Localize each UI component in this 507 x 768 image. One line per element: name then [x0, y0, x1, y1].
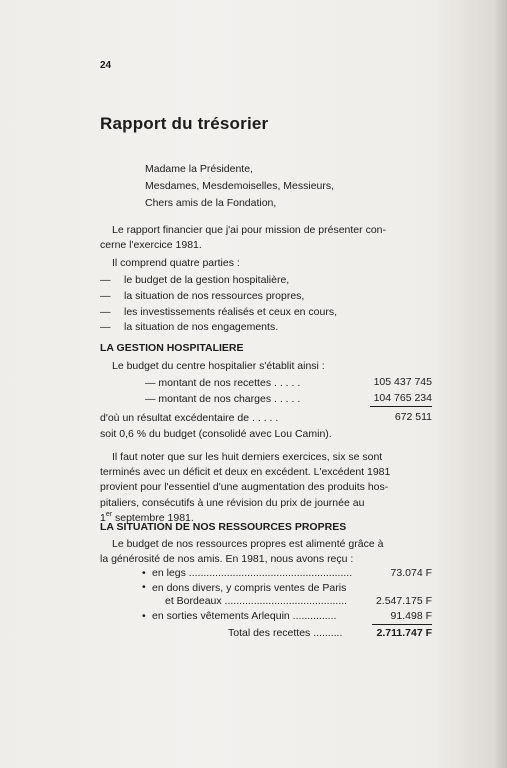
list-item — [100, 305, 337, 320]
item-arlequin-value: 91.498 F — [390, 610, 432, 622]
list-item — [100, 289, 304, 304]
bullet-icon: • — [142, 610, 146, 622]
item-arlequin-label: en sorties vêtements Arlequin ............... — [152, 610, 337, 622]
bullet-icon: • — [142, 581, 146, 593]
ressources-para-2: la générosité de nos amis. En 1981, nous avons reçu : — [100, 553, 354, 565]
item-label: en legs — [152, 567, 186, 579]
para-date-day: 1 — [100, 512, 106, 524]
item-dons-label-2: et Bordeaux .......................................... — [165, 595, 348, 607]
total-label: Total des recettes .......... — [228, 627, 343, 639]
charges-label: — montant de nos charges . . . . . — [145, 393, 301, 405]
list-dash: — — [100, 290, 111, 302]
item-label: et Bordeaux — [165, 595, 222, 607]
list-item-text: la situation de nos engagements. — [124, 321, 279, 333]
bullet-icon: • — [142, 567, 146, 579]
recettes-label: — montant de nos recettes . . . . . — [145, 377, 301, 389]
list-item — [100, 320, 278, 335]
page-edge-shadow — [493, 0, 507, 768]
para-line-1: Il faut noter que sur les huit derniers exercices, six se sont — [112, 451, 383, 463]
arlequin-underline — [372, 624, 432, 625]
item-dons-value: 2.547.175 F — [375, 595, 432, 607]
section-heading-text: LA SITUATION DE NOS RESSOURCES PROPRES — [100, 521, 347, 533]
charges-underline — [370, 406, 432, 407]
parts-intro: Il comprend quatre parties : — [112, 257, 240, 269]
intro-line-2: cerne l'exercice 1981. — [100, 239, 202, 251]
section-heading-ressources — [100, 521, 346, 533]
result-value: 672 511 — [394, 411, 432, 423]
greeting-line-2: Mesdames, Mesdemoiselles, Messieurs, — [145, 180, 335, 192]
result-note: soit 0,6 % du budget (consolidé avec Lou Camin). — [100, 428, 332, 440]
intro-line-1: Le rapport financier que j'ai pour mission de présenter con- — [112, 224, 386, 236]
total-label-text: Total des recettes — [228, 627, 311, 639]
recettes-value: 105 437 745 — [373, 376, 432, 388]
para-date-rest: septembre 1981. — [112, 512, 194, 524]
item-legs-value: 73.074 F — [390, 567, 432, 579]
item-dons-label: en dons divers, y compris ventes de Paris — [152, 582, 347, 594]
page-number: 24 — [100, 60, 112, 71]
budget-intro: Le budget du centre hospitalier s'établit ainsi : — [112, 360, 325, 372]
list-dash: — — [100, 321, 111, 333]
para-date-sup: er — [105, 511, 113, 518]
section-heading-gestion: LA GESTION HOSPITALIERE — [100, 342, 244, 354]
charges-value: 104 765 234 — [373, 392, 432, 404]
item-label: en sorties vêtements Arlequin — [152, 610, 290, 622]
para-line-4: pitaliers, consécutifs à une révision du prix de journée au — [100, 497, 365, 509]
list-item-text: la situation de nos ressources propres, — [124, 290, 305, 302]
total-value: 2.711.747 F — [376, 627, 432, 639]
ressources-para-1: Le budget de nos ressources propres est alimenté grâce à — [112, 538, 384, 550]
list-dash: — — [100, 274, 111, 286]
item-legs-label: en legs ........................................................ — [152, 567, 353, 579]
page-title: Rapport du trésorier — [100, 114, 269, 133]
greeting-line-3: Chers amis de la Fondation, — [145, 197, 277, 209]
para-line-2: terminés avec un déficit et deux en excédent. L'excédent 1981 — [100, 466, 391, 478]
list-item-text: les investissements réalisés et ceux en cours, — [124, 306, 338, 318]
result-label: d'où un résultat excédentaire de . . . . . — [100, 412, 279, 424]
list-item-text: le budget de la gestion hospitalière, — [124, 274, 290, 286]
list-item — [100, 273, 289, 288]
list-dash: — — [100, 306, 111, 318]
para-line-3: provient pour l'essentiel d'une augmentation des produits hos- — [100, 481, 389, 493]
greeting-line-1: Madame la Présidente, — [145, 163, 253, 175]
